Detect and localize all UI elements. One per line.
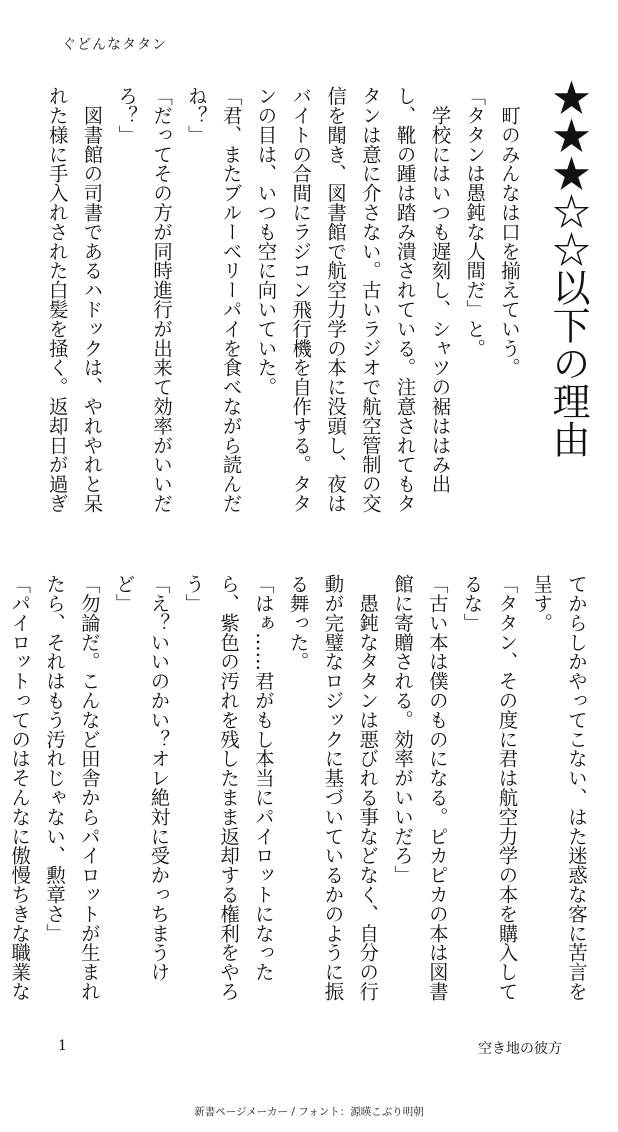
paragraph: 愚鈍なタタンは悪びれる事などなく、自分の行動が完璧なロジックに基づいているかのように振る舞った。	[286, 574, 380, 1001]
paragraph: 「パイロットってのはそんなに傲慢ちきな職業な	[8, 574, 32, 1001]
site-name: 空き地の彼方	[478, 1041, 562, 1057]
paragraph: 「だってその方が同時進行が出来て効率がいいだろ？」	[115, 86, 174, 513]
story-title: ★★★☆☆以下の理由	[546, 78, 590, 458]
author-name: ぐどんなタタン	[62, 37, 167, 53]
generator-credit: 新書ページメーカー / フォント：源暎こぶり明朝	[194, 1106, 424, 1118]
paragraph: 「タタンは愚鈍な人間だ」と。	[463, 86, 487, 358]
paragraph: 町のみんなは口を揃えていう。	[498, 86, 521, 377]
paragraph: 図書館の司書であるハドックは、やれやれと呆れた様に手入れされた白髪を掻く。返却日が過ぎ	[45, 86, 104, 513]
paragraph: 「はぁ……君がもし本当にパイロットになったら、紫色の汚れを残したまま返却する権利をやろう」	[182, 574, 275, 1001]
paragraph: 「古い本は僕のものになる。ピカピカの本は図書館に寄贈される。効率がいいだろ」	[391, 574, 449, 1001]
text-column-top	[45, 86, 526, 520]
paragraph: 学校にはいつも遅刻し、シャツの裾ははみ出し、靴の踵は踏み潰されている。注意されてもタタンは意に介さない。古いラジオで航空管制の交信を聞き、図書館で航空力学の本に没頭し、夜はバイトの合間にラジコン飛行機を自作する。タタンの目は、いつも空に向いていた。	[254, 86, 452, 513]
paragraph: 「勿論だ。こんなど田舎からパイロットが生まれたら、それはもう汚れじゃない、勲章さ」	[43, 574, 101, 1001]
page-number: 1	[58, 1038, 67, 1054]
paragraph: 「君、またブルーベリーパイを食べながら読んだね？」	[184, 86, 243, 513]
paragraph: 「え？いいのかい？オレ絶対に受かっちまうけど」	[112, 574, 171, 982]
paragraph: てからしかやってこない、はた迷惑な客に苦言を呈す。	[530, 574, 588, 1001]
text-column-bottom	[8, 574, 593, 1008]
paragraph: 「タタン、その度に君は航空力学の本を購入してるな」	[460, 574, 519, 1001]
